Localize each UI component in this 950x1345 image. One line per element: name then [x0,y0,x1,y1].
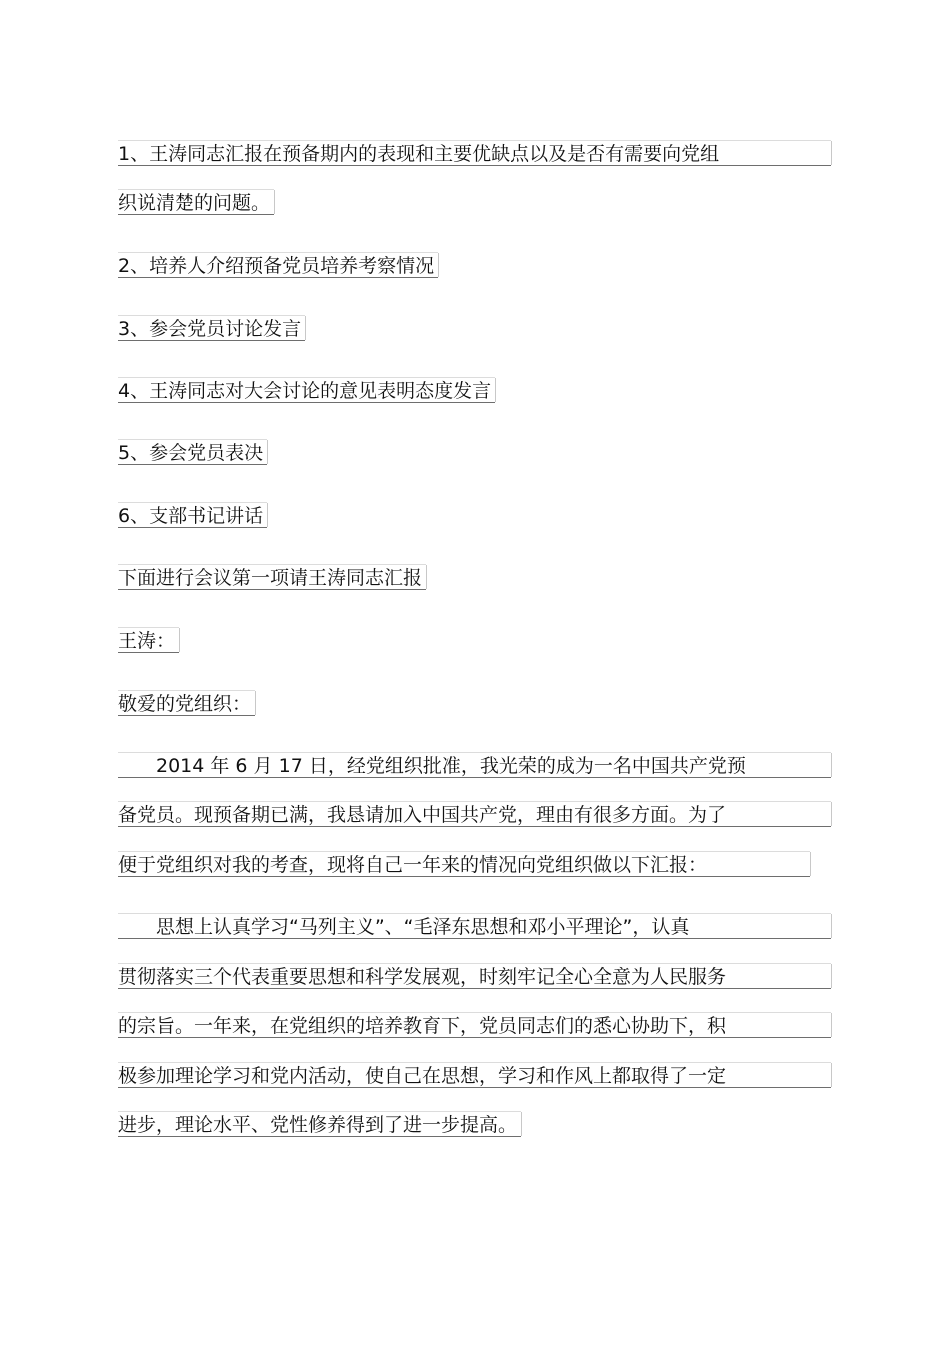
speaker-label: 王涛： [118,627,179,653]
intro-line: 下面进行会议第一项请王涛同志汇报 [118,564,426,590]
paragraph-2-line-4: 极参加理论学习和党内活动，使自己在思想，学习和作风上都取得了一定 [118,1062,831,1088]
salutation: 敬爱的党组织： [118,690,255,716]
agenda-item-1-line-2: 织说清楚的问题。 [118,189,274,215]
paragraph-1-line-1: 2014 年 6 月 17 日，经党组织批准，我光荣的成为一名中国共产党预 [118,752,831,778]
agenda-item-5: 5、参会党员表决 [118,439,267,465]
paragraph-2-line-5: 进步，理论水平、党性修养得到了进一步提高。 [118,1111,521,1137]
paragraph-1-line-2: 备党员。现预备期已满，我恳请加入中国共产党，理由有很多方面。为了 [118,801,831,827]
agenda-item-3: 3、参会党员讨论发言 [118,315,305,341]
agenda-item-6: 6、支部书记讲话 [118,502,267,528]
paragraph-2-line-1: 思想上认真学习“马列主义”、“毛泽东思想和邓小平理论”，认真 [118,913,831,939]
agenda-item-4: 4、王涛同志对大会讨论的意见表明态度发言 [118,377,495,403]
agenda-item-1-line-1: 1、王涛同志汇报在预备期内的表现和主要优缺点以及是否有需要向党组 [118,140,831,166]
paragraph-2-line-3: 的宗旨。一年来，在党组织的培养教育下，党员同志们的悉心协助下，积 [118,1012,831,1038]
paragraph-2-line-2: 贯彻落实三个代表重要思想和科学发展观，时刻牢记全心全意为人民服务 [118,963,831,989]
agenda-item-2: 2、培养人介绍预备党员培养考察情况 [118,252,438,278]
paragraph-1-line-3: 便于党组织对我的考查，现将自己一年来的情况向党组织做以下汇报： [118,851,810,877]
